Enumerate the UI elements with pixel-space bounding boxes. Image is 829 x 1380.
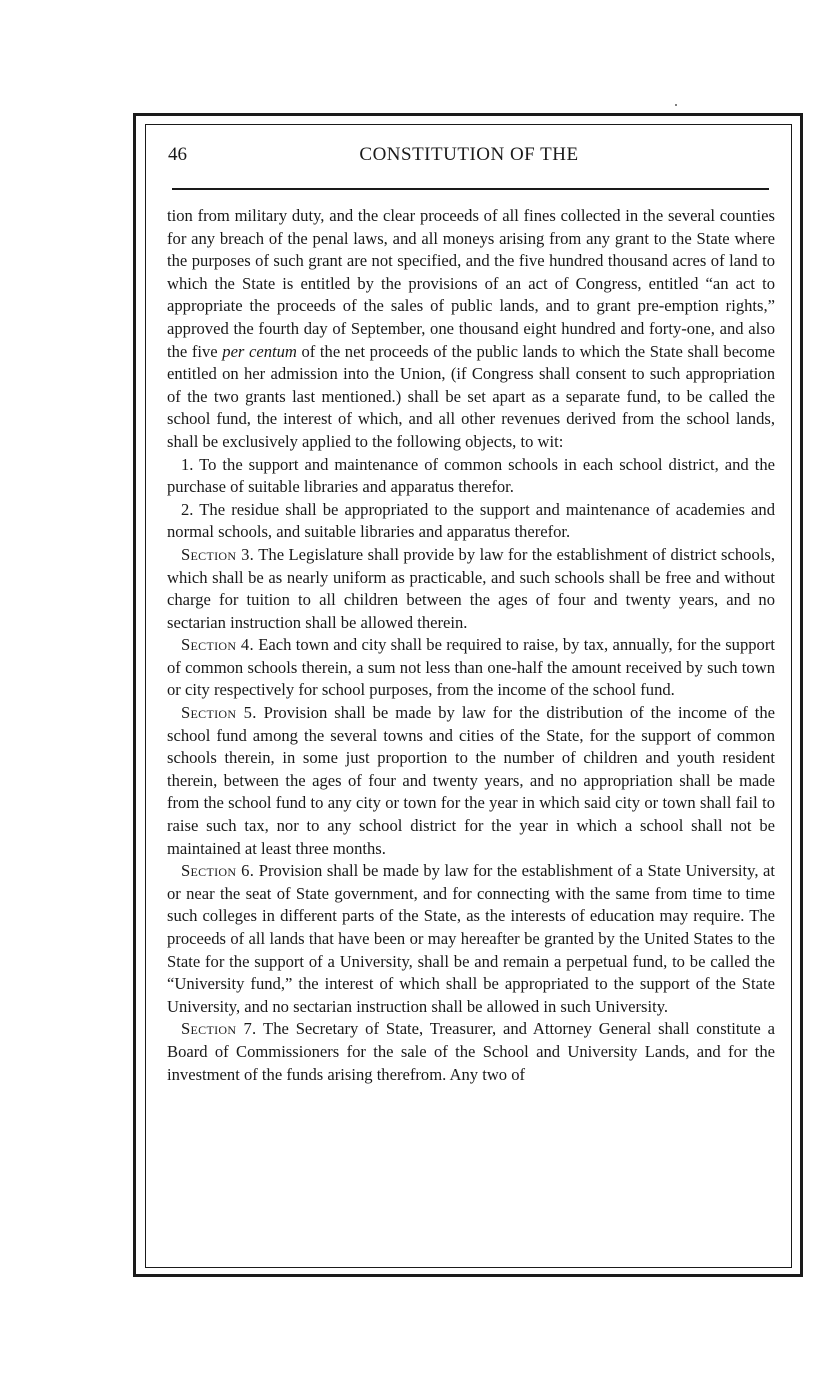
section-7	[167, 1018, 775, 1086]
running-head: CONSTITUTION OF THE	[359, 144, 579, 165]
section-label: Section 5.	[181, 703, 257, 723]
paragraph-fund-sources	[167, 205, 775, 454]
section-text: Each town and city shall be required to raise, by tax, annually, for the support of common schools therein, a sum not less than one-half the amount received by such town or city respectively for school purposes, from the income of the school fund.	[167, 635, 775, 700]
section-4	[167, 634, 775, 702]
body-text	[167, 205, 775, 1086]
section-text: Provision shall be made by law for the distribution of the income of the school fund among the several towns and cities of the State, for the support of common schools therein, in some just proportion to the number of children and youth resident therein, between the ages of four and twenty years, and no appropriation shall be made from the school fund to any city or town for the year in which said city or town shall fail to raise such tax, nor to any school district for the year in which a school shall not be maintained at least three months.	[167, 703, 775, 858]
print-speck	[675, 104, 677, 106]
paragraph-text: of the net proceeds of the public lands to which the State shall become entitled on her admission into the Union, (if Congress shall consent to such appropriation of the two grants last mentioned.) shall be set apart as a separate fund, to be called the school fund, the interest of which, and all other revenues derived from the school lands, shall be exclusively applied to the following objects, to wit:	[167, 341, 775, 451]
list-item-2: 2. The residue shall be appropriated to the support and maintenance of academies and normal schools, and suitable libraries and apparatus therefor.	[167, 499, 775, 542]
section-text: The Legislature shall provide by law for the establishment of district schools, which shall be as nearly uniform as practicable, and such schools shall be free and without charge for tuition to all children between the ages of four and twenty years, and no sectarian instruction shall be allowed therein.	[167, 544, 775, 632]
italic-phrase: per centum	[222, 341, 297, 361]
section-label: Section 7.	[181, 1019, 257, 1039]
section-5	[167, 702, 775, 860]
list-item-1: 1. To the support and maintenance of common schools in each school district, and the purchase of suitable libraries and apparatus therefor.	[167, 454, 775, 497]
page-number: 46	[168, 144, 187, 165]
header-rule	[172, 188, 769, 190]
page-header	[168, 142, 770, 186]
section-label: Section 3.	[181, 544, 255, 564]
section-label: Section 4.	[181, 635, 254, 655]
section-text: Provision shall be made by law for the establishment of a State University, at or near the seat of State government, and for connecting with the same from time to time such colleges in different parts of the State, as the interests of education may require. The proceeds of all lands that have been or may hereafter be granted by the United States to the State for the support of a University, shall be and remain a perpetual fund, to be called the “University fund,” the interest of which shall be appropriated to the support of the State University, and no sectarian instruction shall be allowed in such University.	[167, 861, 775, 1016]
section-3	[167, 544, 775, 634]
section-label: Section 6.	[181, 861, 255, 881]
paragraph-text: tion from military duty, and the clear proceeds of all fines collected in the several counties for any breach of the penal laws, and all moneys arising from any grant to the State where the purposes of such grant are not specified, and the five hundred thousand acres of land to which the State is entitled by the provisions of an act of Congress, entitled “an act to appropriate the proceeds of the sales of public lands, and to grant pre-emption rights,” approved the fourth day of September, one thousand eight hundred and forty-one, and also the five	[167, 206, 775, 361]
section-text: The Secretary of State, Treasurer, and Attorney General shall constitute a Board of Commissioners for the sale of the School and University Lands, and for the investment of the funds arising therefrom. Any two of	[167, 1019, 775, 1084]
section-6	[167, 860, 775, 1018]
